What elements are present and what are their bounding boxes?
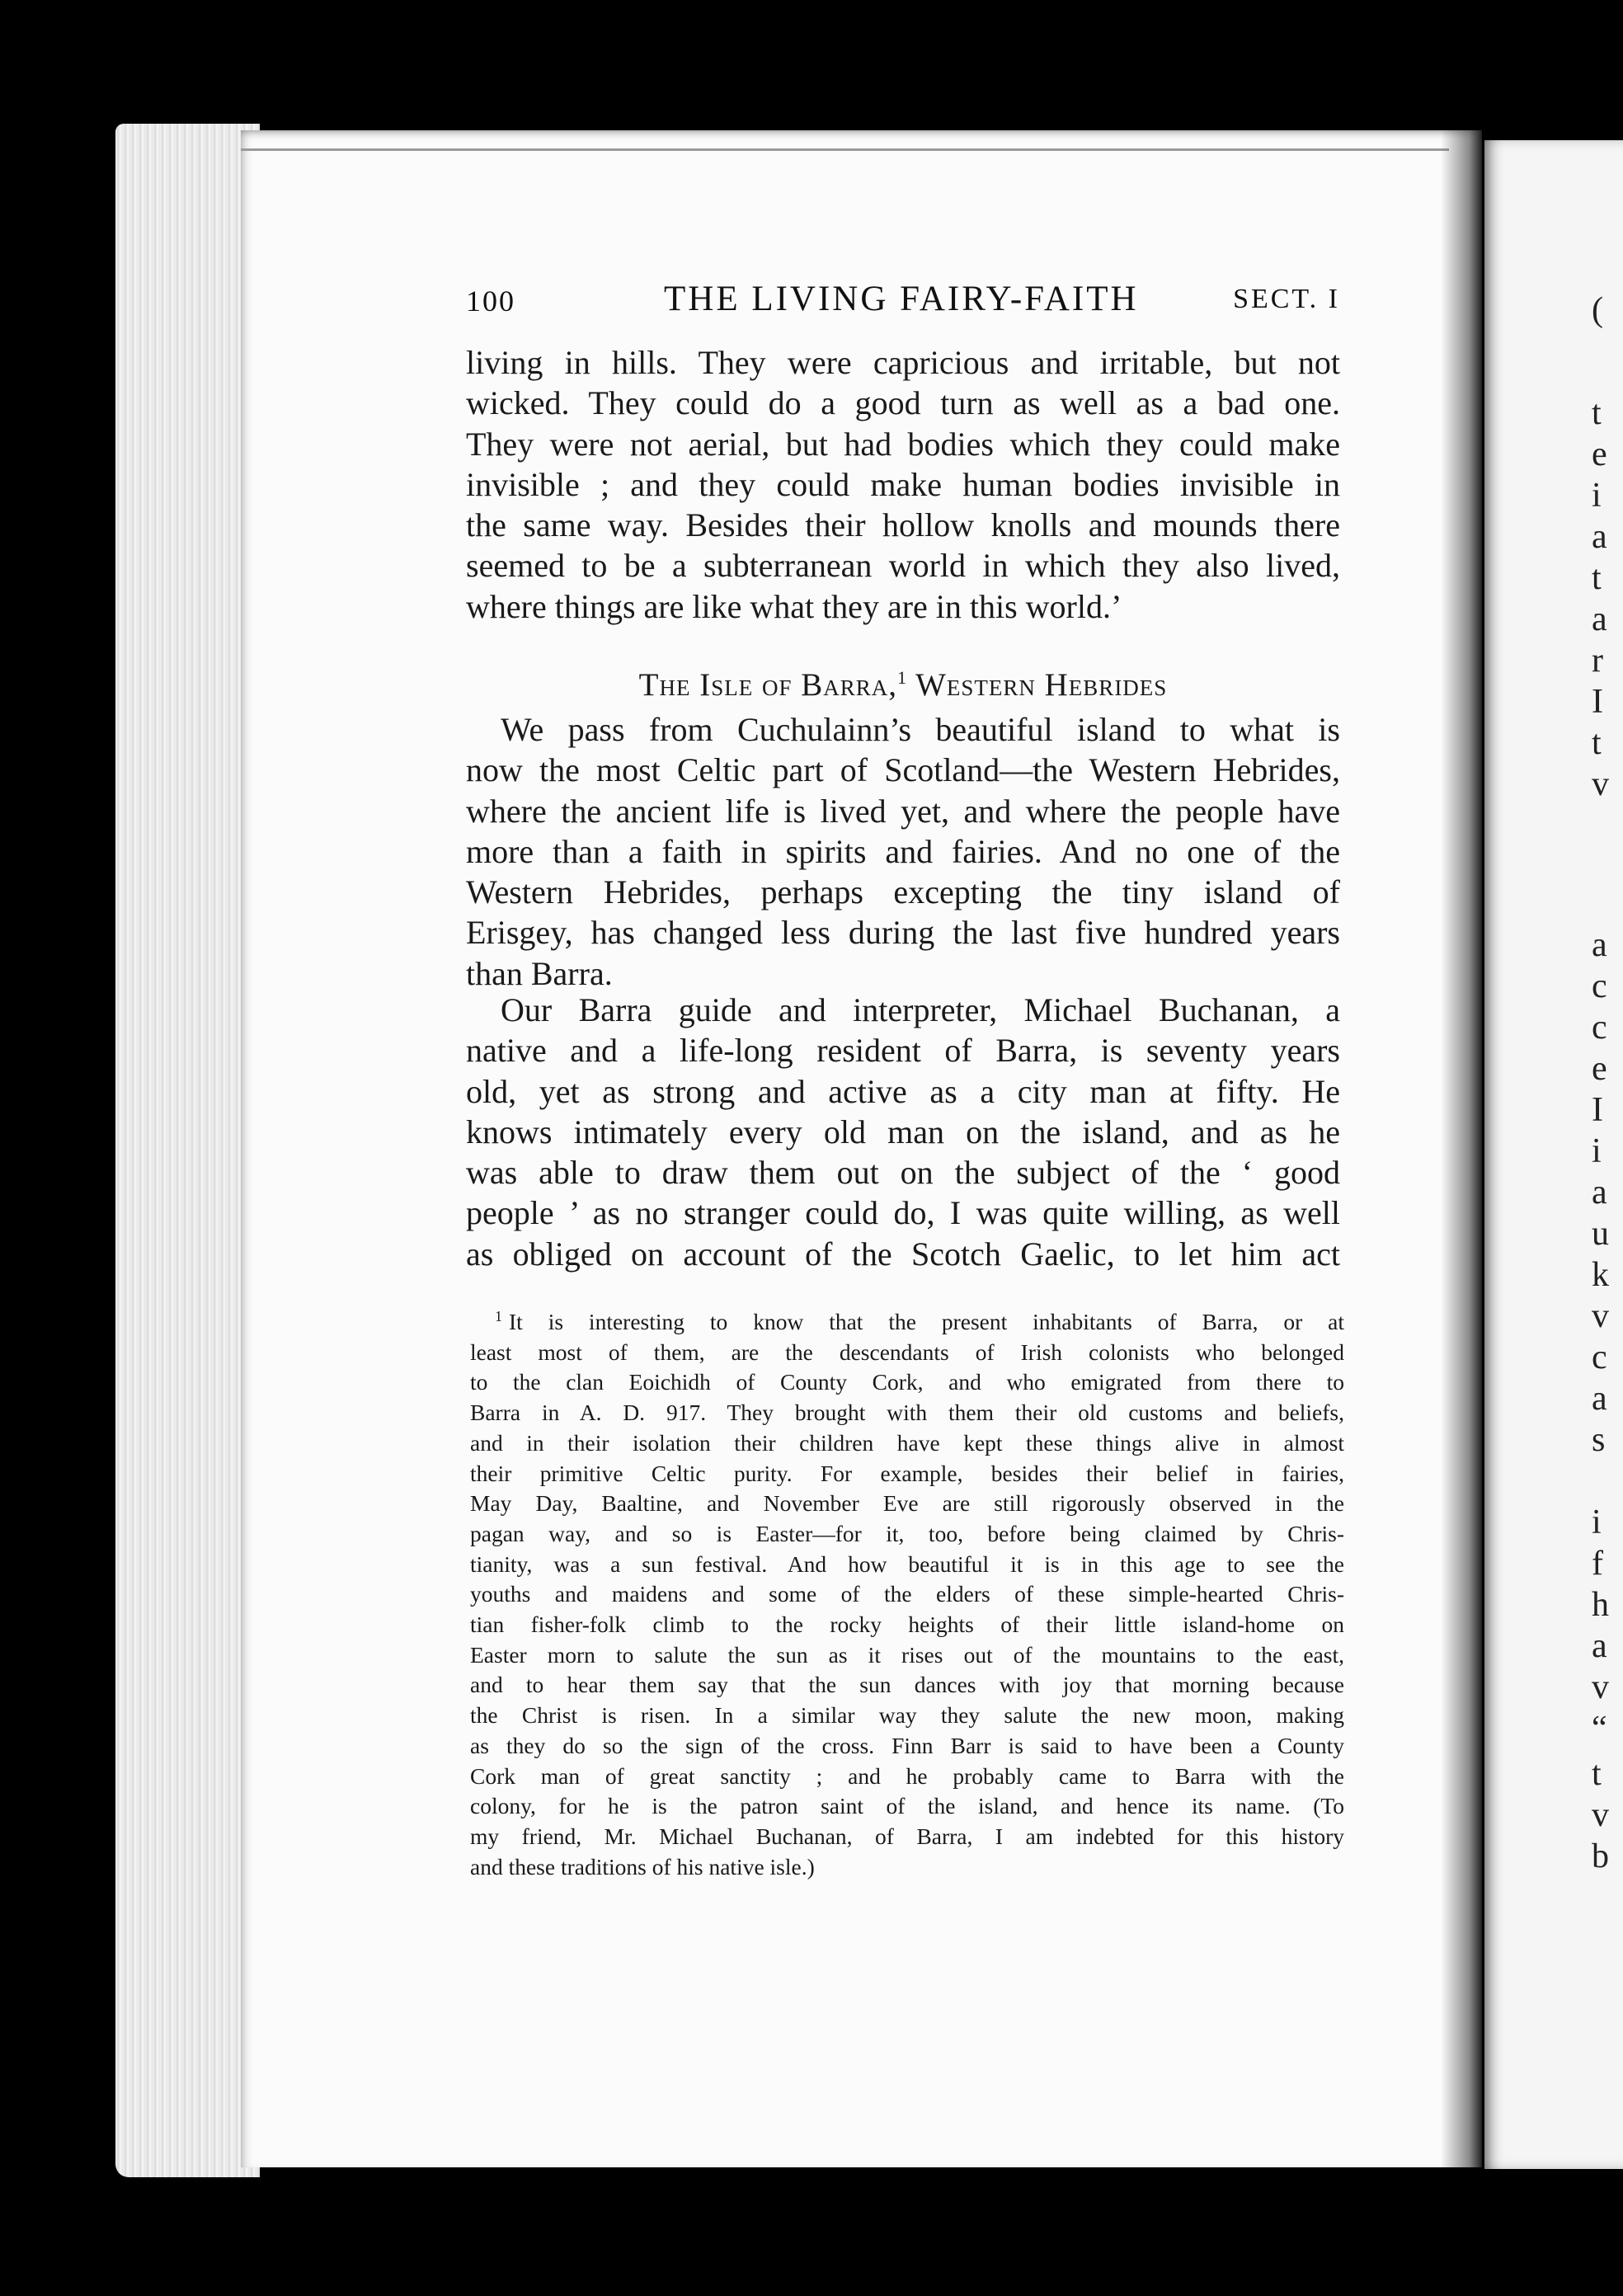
section-heading bbox=[466, 666, 1340, 703]
text-line: people ’ as no stranger could do, I was quite willing, as well bbox=[466, 1194, 1340, 1232]
footnote-line: and in their isolation their children have kept these things alive in almost bbox=[470, 1429, 1344, 1456]
heading-part-2: Western Hebrides bbox=[907, 667, 1168, 703]
text-line: Erisgey, has changed less during the last five hundred years bbox=[466, 914, 1340, 952]
text-line: now the most Celtic part of Scotland—the Western Hebrides, bbox=[466, 751, 1340, 789]
facing-page-letter: t bbox=[1592, 1755, 1602, 1793]
footnote-line: my friend, Mr. Michael Buchanan, of Barra, I am indebted for this history bbox=[470, 1823, 1344, 1849]
facing-page-letter: v bbox=[1592, 1796, 1609, 1834]
footnote-line: and these traditions of his native isle.) bbox=[470, 1853, 815, 1880]
text-line: invisible ; and they could make human bodies invisible in bbox=[466, 465, 1340, 503]
facing-page-letter: b bbox=[1592, 1837, 1609, 1875]
facing-page-letter: v bbox=[1592, 1668, 1609, 1706]
footnote-text: It is interesting to know that the present inhabitants of Barra, or at bbox=[509, 1309, 1344, 1334]
footnote-line: least most of them, are the descendants of Irish colonists who belonged bbox=[470, 1339, 1344, 1365]
facing-page-letter: c bbox=[1592, 1339, 1607, 1376]
text-line: as obliged on account of the Scotch Gaelic, to let him act bbox=[466, 1235, 1340, 1273]
text-line: knows intimately every old man on the island, and as he bbox=[466, 1113, 1340, 1150]
footnote-line: May Day, Baaltine, and November Eve are still rigorously observed in the bbox=[470, 1490, 1344, 1517]
text-line: living in hills. They were capricious and irritable, but not bbox=[466, 344, 1340, 381]
facing-page-letter: I bbox=[1592, 683, 1603, 721]
facing-page-letter: a bbox=[1592, 600, 1607, 638]
facing-page-letter: ( bbox=[1592, 291, 1603, 329]
running-header bbox=[466, 279, 1340, 328]
footnote-line: their primitive Celtic purity. For example, besides their belief in fairies, bbox=[470, 1460, 1344, 1486]
text-line: than Barra. bbox=[466, 954, 613, 992]
footnote-line: Easter morn to salute the sun as it rises out of the mountains to the east, bbox=[470, 1641, 1344, 1668]
text-line: Our Barra guide and interpreter, Michael Buchanan, a bbox=[501, 991, 1340, 1028]
running-title: THE LIVING FAIRY-FAITH bbox=[664, 280, 1139, 318]
footnote-line: to the clan Eoichidh of County Cork, and who emigrated from there to bbox=[470, 1369, 1344, 1395]
facing-page-letter: a bbox=[1592, 926, 1607, 964]
footnote-line: tian fisher-folk climb to the rocky heights of their little island-home on bbox=[470, 1611, 1344, 1638]
facing-page-letter: c bbox=[1592, 1009, 1607, 1047]
page-edges bbox=[115, 124, 260, 2177]
section-label: SECT. I bbox=[1233, 284, 1340, 314]
text-line: Western Hebrides, perhaps excepting the tiny island of bbox=[466, 873, 1340, 911]
paragraph-barra bbox=[466, 709, 1340, 994]
footnote-line: youths and maidens and some of the elders of these simple-hearted Chris- bbox=[470, 1581, 1344, 1607]
footnote-line bbox=[470, 1307, 1344, 1338]
footnote-line: pagan way, and so is Easter—for it, too, before being claimed by Chris- bbox=[470, 1520, 1344, 1546]
text-line: where things are like what they are in this world.’ bbox=[466, 587, 1122, 625]
facing-page-letter: i bbox=[1592, 1503, 1602, 1541]
facing-page-letter: k bbox=[1592, 1256, 1609, 1294]
footnote bbox=[470, 1307, 1344, 1882]
footnote-line: Barra in A. D. 917. They brought with them their old customs and beliefs, bbox=[470, 1400, 1344, 1426]
facing-page-letter: s bbox=[1592, 1421, 1606, 1459]
facing-page-letter: t bbox=[1592, 724, 1602, 762]
paragraph-continued bbox=[466, 342, 1340, 627]
facing-page-letter: t bbox=[1592, 559, 1602, 597]
text-line: They were not aerial, but had bodies which they could make bbox=[466, 425, 1340, 463]
facing-page-letter: r bbox=[1592, 642, 1603, 680]
heading-part-1: The Isle of Barra, bbox=[638, 667, 898, 703]
gutter-shadow bbox=[1441, 130, 1482, 2167]
facing-page-letter: i bbox=[1592, 477, 1602, 515]
text-line: old, yet as strong and active as a city man at fifty. He bbox=[466, 1072, 1340, 1110]
footnote-mark: 1 bbox=[495, 1307, 502, 1324]
facing-page-letter: v bbox=[1592, 765, 1609, 803]
text-line: more than a faith in spirits and fairies. And no one of the bbox=[466, 832, 1340, 870]
facing-page-letter: a bbox=[1592, 1174, 1607, 1212]
facing-page-letter: u bbox=[1592, 1215, 1609, 1253]
facing-page-letter: i bbox=[1592, 1132, 1602, 1170]
footnote-line: tianity, was a sun festival. And how beautiful it is in this age to see the bbox=[470, 1550, 1344, 1577]
facing-page-letter: v bbox=[1592, 1297, 1609, 1335]
text-line: the same way. Besides their hollow knolls and mounds there bbox=[466, 506, 1340, 544]
page-number: 100 bbox=[466, 285, 515, 318]
footnote-line: and to hear them say that the sun dances with joy that morning because bbox=[470, 1672, 1344, 1698]
text-line: We pass from Cuchulainn’s beautiful island to what is bbox=[501, 711, 1340, 748]
text-line: seemed to be a subterranean world in which they also lived, bbox=[466, 547, 1340, 585]
paragraph-guide bbox=[466, 990, 1340, 1274]
footnote-line: as they do so the sign of the cross. Finn Barr is said to have been a County bbox=[470, 1732, 1344, 1758]
facing-page-letter: a bbox=[1592, 518, 1607, 556]
text-line: where the ancient life is lived yet, and where the people have bbox=[466, 792, 1340, 830]
footnote-line: Cork man of great sanctity ; and he probably came to Barra with the bbox=[470, 1762, 1344, 1789]
footnote-reference: 1 bbox=[897, 667, 908, 688]
facing-page-letter: e bbox=[1592, 435, 1607, 473]
facing-page-letter: a bbox=[1592, 1380, 1607, 1418]
page-top-rule bbox=[241, 148, 1449, 151]
facing-page-letter: e bbox=[1592, 1050, 1607, 1088]
text-line: wicked. They could do a good turn as well as a bad one. bbox=[466, 384, 1340, 422]
facing-page-text-fragments bbox=[1592, 0, 1623, 2296]
facing-page-letter: “ bbox=[1592, 1710, 1607, 1748]
facing-page-letter: a bbox=[1592, 1627, 1607, 1665]
text-line: native and a life-long resident of Barra, is seventy years bbox=[466, 1032, 1340, 1070]
facing-page-letter: I bbox=[1592, 1091, 1603, 1129]
facing-page-letter: c bbox=[1592, 967, 1607, 1005]
facing-page-letter: t bbox=[1592, 394, 1602, 432]
text-line: was able to draw them out on the subject of the ‘ good bbox=[466, 1154, 1340, 1192]
facing-page-letter: h bbox=[1592, 1586, 1609, 1624]
footnote-line: colony, for he is the patron saint of the island, and hence its name. (To bbox=[470, 1793, 1344, 1819]
footnote-line: the Christ is risen. In a similar way they salute the new moon, making bbox=[470, 1702, 1344, 1729]
facing-page-letter: f bbox=[1592, 1545, 1603, 1583]
